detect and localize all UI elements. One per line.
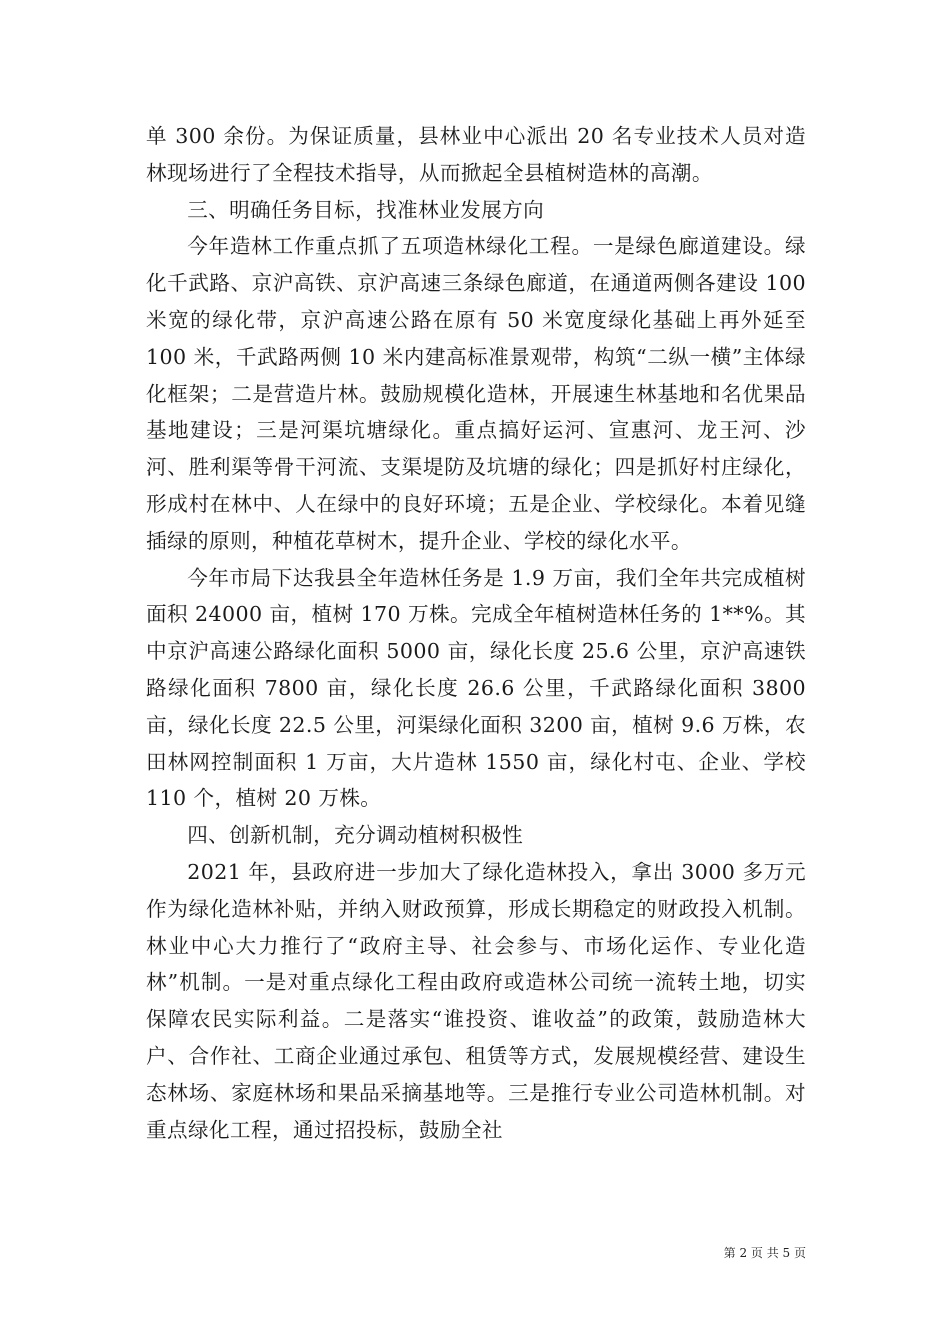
paragraph-4: 今年市局下达我县全年造林任务是 1.9 万亩，我们全年共完成植树面积 24000 亩，植树 170 万株。完成全年植树造林任务的 1**%。其中京沪高速公路绿化面积 5000 亩，绿化长度 25.6 公里，京沪高速铁路绿化面积 7800 亩，绿化长度 26.6 公里，千武路绿化面积 3800 亩，绿化长度 22.5 公里，河渠绿化面积 3200 亩，植树 9.6 万株，农田林网控制面积 1 万亩，大片造林 1550 亩，绿化村屯、企业、学校 110 个，植树 20 万株。 — [146, 565, 806, 811]
paragraph-6: 2021 年，县政府进一步加大了绿化造林投入，拿出 3000 多万元作为绿化造林补贴，并纳入财政预算，形成长期稳定的财政投入机制。林业中心大力推行了“政府主导、社会参与、市场化运作、专业化造林”机制。一是对重点绿化工程由政府或造林公司统一流转土地，切实保障农民实际利益。二是落实“谁投资、谁收益”的政策，鼓励造林大户、合作社、工商企业通过承包、租赁等方式，发展规模经营、建设生态林场、家庭林场和果品采摘基地等。三是推行专业公司造林机制。对重点绿化工程，通过招投标，鼓励全社 — [146, 859, 806, 1142]
paragraph-3: 今年造林工作重点抓了五项造林绿化工程。一是绿色廊道建设。绿化千武路、京沪高铁、京沪高速三条绿色廊道，在通道两侧各建设 100 米宽的绿化带，京沪高速公路在原有 50 米宽度绿化基础上再外延至 100 米，千武路两侧 10 米内建高标准景观带，构筑“二纵一横”主体绿化框架；二是营造片林。鼓励规模化造林，开展速生林基地和名优果品基地建设；三是河渠坑塘绿化。重点搞好运河、宣惠河、龙王河、沙河、胜利渠等骨干河流、支渠堤防及坑塘的绿化；四是抓好村庄绿化，形成村在林中、人在绿中的良好环境；五是企业、学校绿化。本着见缝插绿的原则，种植花草树木，提升企业、学校的绿化水平。 — [146, 234, 806, 553]
paragraph-1: 单 300 余份。为保证质量，县林业中心派出 20 名专业技术人员对造林现场进行了全程技术指导，从而掀起全县植树造林的高潮。 — [146, 124, 806, 185]
page-number: 第 2 页 共 5 页 — [723, 1246, 806, 1260]
section-heading-3: 三、明确任务目标，找准林业发展方向 — [187, 197, 545, 222]
body-text — [146, 118, 806, 1148]
section-heading-4: 四、创新机制，充分调动植树积极性 — [187, 823, 524, 848]
